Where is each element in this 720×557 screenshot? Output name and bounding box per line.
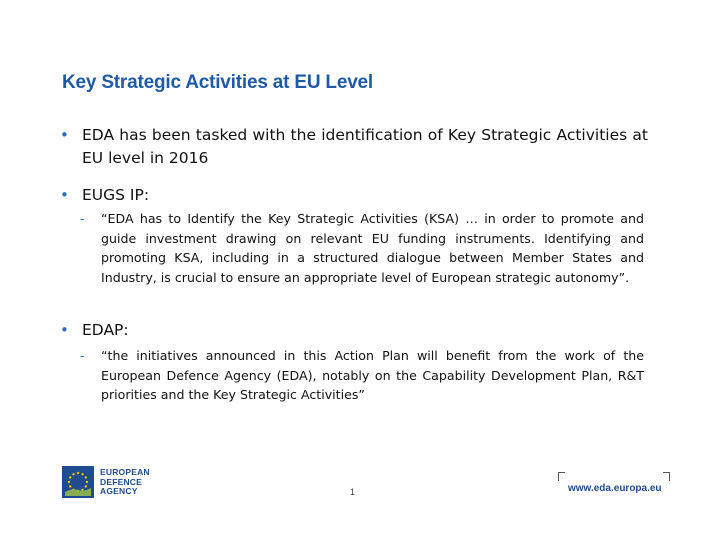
bullet-text: EDAP: <box>82 321 129 339</box>
logo-wordmark <box>100 468 150 497</box>
bullet-text: EDA has been tasked with the identification of Key Strategic Activities at EU level in 2016 <box>82 126 648 167</box>
sub-bullet-item <box>80 209 644 287</box>
logo-line: AGENCY <box>100 486 138 496</box>
slide-title: Key Strategic Activities at EU Level <box>62 72 374 93</box>
eda-logo <box>62 466 150 498</box>
bullet-item <box>60 124 648 170</box>
sub-bullet-text: “the initiatives announced in this Action Plan will benefit from the work of the European Defence Agency (EDA), notably on the Capability Development Plan, R&T priorities and the Key Strategic Activities” <box>101 348 644 402</box>
bullet-marker: • <box>60 126 69 144</box>
bullet-text: EUGS IP: <box>82 186 150 204</box>
sub-bullet-marker: - <box>80 348 85 363</box>
sub-bullet-item <box>80 346 644 405</box>
bullet-marker: • <box>60 321 69 339</box>
website-link[interactable]: www.eda.europa.eu <box>568 483 662 494</box>
page-number: 1 <box>350 487 356 497</box>
eu-stars-flag-icon <box>62 466 94 498</box>
bullet-item <box>60 184 648 207</box>
sub-bullet-marker: - <box>80 211 85 226</box>
logo-line: EUROPEAN <box>100 467 150 477</box>
logo-line: DEFENCE <box>100 476 143 487</box>
corner-bracket-left <box>558 472 565 481</box>
sub-bullet-text: “EDA has to Identify the Key Strategic Activities (KSA) … in order to promote and guide investment drawing on relevant EU funding instruments. Identifying and promoting KSA, including in a structured dialogue between Member States and Industry, is crucial to ensure an appropriate level of European strategic autonomy”. <box>101 211 644 285</box>
bullet-item <box>60 319 648 342</box>
corner-bracket-right <box>663 472 670 481</box>
footer-url-box[interactable] <box>558 472 670 498</box>
bullet-marker: • <box>60 186 69 204</box>
